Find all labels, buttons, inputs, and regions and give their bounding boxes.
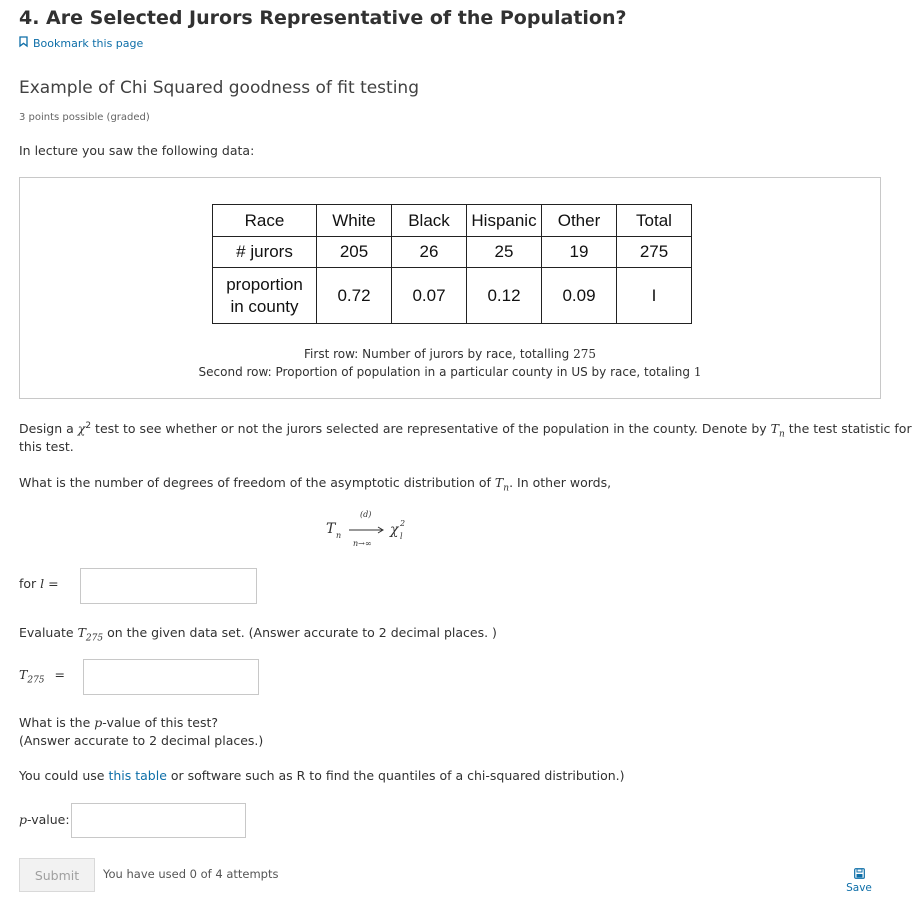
arrow-icon	[349, 526, 385, 534]
table-cell: 25	[467, 237, 542, 268]
table-cell: 0.72	[317, 268, 392, 324]
table-cell: I	[617, 268, 692, 324]
intro-text: In lecture you saw the following data:	[19, 143, 255, 158]
text: Evaluate	[19, 625, 78, 640]
table-cell: 0.07	[392, 268, 467, 324]
design-question-line2: this test.	[19, 439, 74, 454]
pvalue-note: (Answer accurate to 2 decimal places.)	[19, 733, 264, 748]
jurors-table	[212, 204, 692, 324]
text: -value:	[27, 812, 70, 827]
text: What is the	[19, 715, 95, 730]
table-row	[213, 268, 692, 324]
pvalue-label	[19, 812, 70, 827]
table-cell: 26	[392, 237, 467, 268]
caption-number: 1	[693, 365, 702, 379]
superscript: 2	[85, 421, 92, 431]
submit-button[interactable]: Submit	[19, 858, 95, 892]
table-cell: 0.09	[542, 268, 617, 324]
text: You could use	[19, 768, 109, 783]
caption-number: 275	[573, 347, 596, 361]
degrees-of-freedom-input[interactable]	[80, 568, 257, 604]
table-cell: 205	[317, 237, 392, 268]
subscript: 275	[85, 633, 104, 644]
var-T: T	[770, 421, 779, 437]
subscript: n	[503, 483, 510, 494]
pvalue-input[interactable]	[71, 803, 246, 838]
chi-symbol: χ	[77, 421, 86, 437]
text: =	[54, 667, 65, 682]
text: on the given data set. (Answer accurate to 2 decimal places. )	[103, 625, 497, 640]
save-label: Save	[846, 882, 872, 894]
table-header-cell: White	[317, 205, 392, 237]
subscript: 275	[27, 675, 45, 686]
table-row-label: # jurors	[213, 237, 317, 268]
pvalue-question	[19, 715, 218, 730]
formula-T: T	[326, 521, 336, 537]
design-question	[19, 421, 912, 440]
text: Design a	[19, 421, 78, 437]
var-l: l	[40, 576, 45, 591]
table-hint	[19, 768, 625, 783]
row-label-line: proportion	[226, 274, 303, 294]
table-header-cell: Total	[617, 205, 692, 237]
var-T: T	[494, 475, 504, 490]
chi-table-link[interactable]: this table	[108, 768, 167, 783]
caption-text: First row: Number of jurors by race, totalling	[304, 347, 574, 361]
text: What is the number of degrees of freedom of the asymptotic distribution of	[19, 475, 495, 490]
bookmark-icon	[19, 36, 28, 50]
subscript: n	[778, 429, 785, 440]
formula-bottom: n→∞	[353, 539, 372, 548]
dof-question	[19, 475, 611, 494]
table-header-cell: Hispanic	[467, 205, 542, 237]
problem-title: Example of Chi Squared goodness of fit testing	[19, 78, 419, 98]
for-l-label	[19, 576, 59, 591]
text: -value of this test?	[102, 715, 219, 730]
attempts-counter: You have used 0 of 4 attempts	[103, 867, 279, 881]
unit-title: 4. Are Selected Jurors Representative of the Population?	[19, 7, 627, 29]
text: test to see whether or not the jurors selected are representative of the population in the county. Denote by	[91, 421, 771, 437]
formula-chi: χ	[390, 522, 399, 538]
table-cell: 275	[617, 237, 692, 268]
table-header-cell: Black	[392, 205, 467, 237]
evaluate-question	[19, 625, 497, 644]
table-cell: 0.12	[467, 268, 542, 324]
bookmark-label: Bookmark this page	[33, 36, 144, 50]
formula-sub: l	[400, 532, 403, 541]
text: or software such as R to find the quantiles of a chi-squared distribution.)	[166, 768, 625, 783]
table-header-row	[213, 205, 692, 237]
data-figure	[19, 177, 881, 399]
caption-text: Second row: Proportion of population in a particular county in US by race, totaling	[198, 365, 694, 379]
formula-sup: 2	[400, 519, 406, 528]
text: for	[19, 576, 41, 591]
save-button[interactable]	[842, 868, 876, 894]
formula-n: n	[336, 531, 342, 540]
text: the test statistic for	[784, 421, 912, 437]
table-row-label	[213, 268, 317, 324]
text: . In other words,	[509, 475, 612, 490]
var-T: T	[19, 667, 28, 682]
t275-label	[19, 667, 65, 686]
formula-top: (d)	[360, 510, 372, 519]
points-possible: 3 points possible (graded)	[19, 112, 150, 123]
row-label-line: in county	[230, 296, 299, 316]
table-row	[213, 237, 692, 268]
var-T: T	[77, 625, 86, 640]
var-p: p	[94, 715, 103, 730]
bookmark-link[interactable]	[19, 36, 143, 50]
test-statistic-input[interactable]	[83, 659, 259, 695]
table-cell: 19	[542, 237, 617, 268]
text: =	[44, 576, 59, 591]
table-header-cell: Other	[542, 205, 617, 237]
save-icon	[842, 868, 876, 882]
convergence-formula	[326, 510, 426, 550]
caption-line-2	[20, 365, 880, 379]
caption-line-1	[20, 347, 880, 361]
var-p: p	[19, 812, 28, 827]
table-header-cell: Race	[213, 205, 317, 237]
